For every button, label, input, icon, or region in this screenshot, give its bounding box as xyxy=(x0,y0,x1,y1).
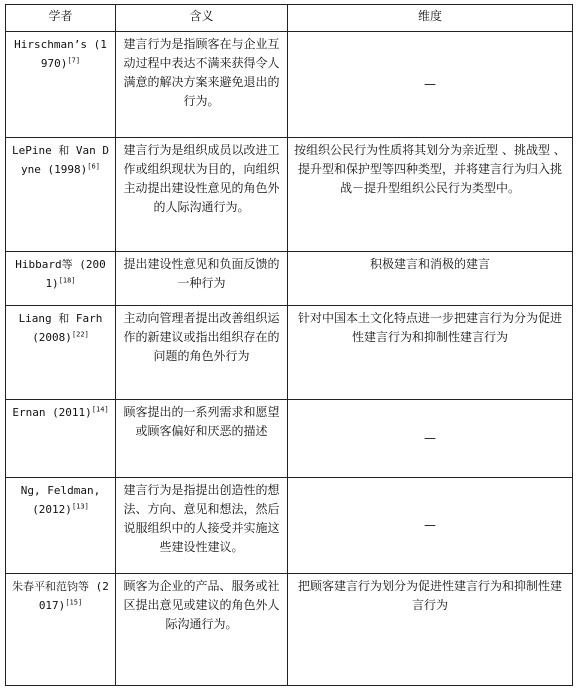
meaning-cell: 主动向管理者提出改善组织运作的新建议或指出组织存在的问题的角色外行为 xyxy=(116,306,288,400)
scholar-cell: Ernan (2011)[14] xyxy=(6,400,116,478)
scholar-cell: Liang 和 Farh (2008)[22] xyxy=(6,306,116,400)
scholar-cell: Hirschman’s (1970)[7] xyxy=(6,32,116,138)
header-scholar: 学者 xyxy=(6,5,116,32)
table-row xyxy=(6,478,573,574)
dimension-cell: — xyxy=(288,478,573,574)
scholar-cell: Hibbard等 (2001)[18] xyxy=(6,252,116,306)
scholar-cell: LePine 和 Van Dyne (1998)[6] xyxy=(6,138,116,252)
header-meaning: 含义 xyxy=(116,5,288,32)
meaning-cell: 提出建设性意见和负面反馈的一种行为 xyxy=(116,252,288,306)
dimension-cell: 按组织公民行为性质将其划分为亲近型 、挑战型 、提升型和保护型等四种类型，并将建言行为归入挑战－提升型组织公民行为类型中。 xyxy=(288,138,573,252)
table-row xyxy=(6,138,573,252)
dimension-cell: 针对中国本土文化特点进一步把建言行为分为促进性建言行为和抑制性建言行为 xyxy=(288,306,573,400)
ref-mark: [18] xyxy=(58,276,76,285)
dimension-cell: 把顾客建言行为划分为促进性建言行为和抑制性建言行为 xyxy=(288,574,573,686)
dimension-cell: — xyxy=(288,400,573,478)
meaning-cell: 建言行为是指提出创造性的想法、方向、意见和想法，然后说服组织中的人接受并实施这些建设性建议。 xyxy=(116,478,288,574)
meaning-cell: 顾客提出的一系列需求和愿望或顾客偏好和厌恶的描述 xyxy=(116,400,288,478)
table-row xyxy=(6,306,573,400)
table-row xyxy=(6,574,573,686)
meaning-cell: 建言行为是指顾客在与企业互动过程中表达不满来获得令人满意的解决方案来避免退出的行为。 xyxy=(116,32,288,138)
ref-mark: [14] xyxy=(91,405,109,414)
scholar-cell: 朱春平和范钧等 (2017)[15] xyxy=(6,574,116,686)
ref-mark: [13] xyxy=(71,502,89,511)
ref-mark: [22] xyxy=(71,330,89,339)
dimension-cell: 积极建言和消极的建言 xyxy=(288,252,573,306)
header-dimension: 维度 xyxy=(288,5,573,32)
definition-table xyxy=(5,4,573,686)
meaning-cell: 顾客为企业的产品、服务或社区提出意见或建议的角色外人际沟通行为。 xyxy=(116,574,288,686)
header-row xyxy=(6,5,573,32)
ref-mark: [6] xyxy=(87,162,100,171)
table-row xyxy=(6,400,573,478)
meaning-cell: 建言行为是组织成员以改进工作或组织现状为目的，向组织主动提出建设性意见的角色外的人际沟通行为。 xyxy=(116,138,288,252)
table-row xyxy=(6,252,573,306)
ref-mark: [7] xyxy=(67,56,81,65)
scholar-cell: Ng, Feldman, (2012)[13] xyxy=(6,478,116,574)
dimension-cell: — xyxy=(288,32,573,138)
ref-mark: [15] xyxy=(65,598,83,607)
table-row xyxy=(6,32,573,138)
